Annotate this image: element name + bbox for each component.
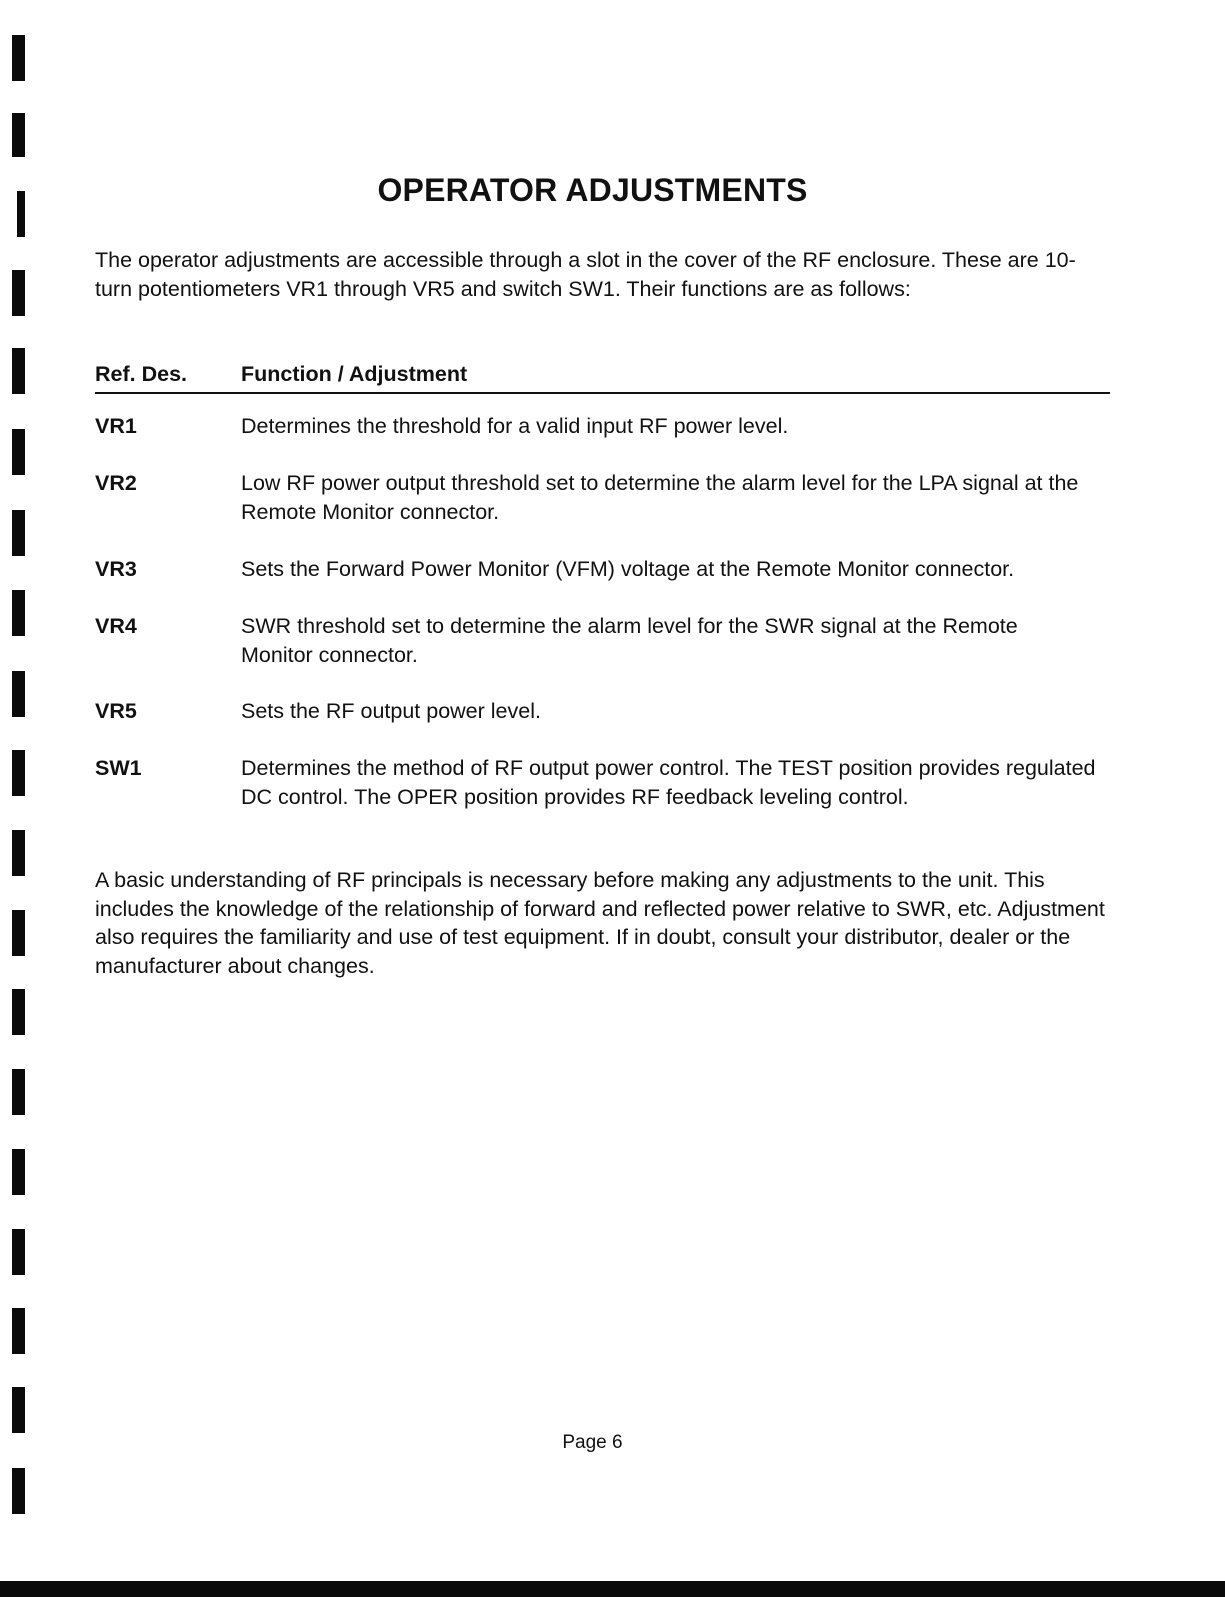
function-header: Function / Adjustment — [241, 362, 468, 386]
binding-mark — [12, 1149, 25, 1195]
function-description: Determines the method of RF output power control. The TEST position provides regulated DC control. The OPER position provides RF feedback leveling control. — [241, 756, 1096, 809]
binding-mark — [12, 1229, 25, 1275]
closing-paragraph: A basic understanding of RF principals is necessary before making any adjustments to the unit. This includes the knowledge of the relationship of forward and reflected power relative to SWR, etc. Adjustment also requires the familiarity and use of test equipment. If in doubt, consult your distributor, dealer or the manufacturer about changes. — [95, 868, 1105, 978]
binding-mark — [12, 830, 25, 876]
binding-mark — [12, 270, 25, 316]
binding-mark — [12, 1308, 25, 1354]
binding-mark — [12, 510, 25, 556]
ref-des-header: Ref. Des. — [95, 362, 188, 386]
ref-designator: VR3 — [95, 557, 137, 581]
binding-mark — [12, 348, 25, 394]
intro-paragraph: The operator adjustments are accessible through a slot in the cover of the RF enclosure. These are 10-turn potentiometers VR1 through VR5 and switch SW1. Their functions are as follows: — [95, 248, 1076, 301]
function-description: Sets the RF output power level. — [241, 699, 541, 723]
page-number: Page 6 — [562, 1432, 623, 1453]
binding-mark — [12, 750, 25, 796]
binding-mark — [12, 671, 25, 717]
ref-designator: VR5 — [95, 699, 137, 723]
function-description: Determines the threshold for a valid input RF power level. — [241, 414, 789, 438]
binding-mark — [12, 113, 25, 157]
function-description: SWR threshold set to determine the alarm level for the SWR signal at the Remote Monitor connector. — [241, 614, 1018, 667]
binding-mark — [12, 910, 25, 956]
binding-mark — [12, 429, 25, 475]
page-title: OPERATOR ADJUSTMENTS — [377, 172, 808, 208]
binding-mark — [12, 989, 25, 1035]
binding-mark — [12, 590, 25, 636]
ref-designator: VR4 — [95, 614, 137, 638]
binding-mark — [12, 35, 25, 81]
binding-mark — [12, 1069, 25, 1115]
function-description: Low RF power output threshold set to determine the alarm level for the LPA signal at the Remote Monitor connector. — [241, 471, 1079, 524]
function-description: Sets the Forward Power Monitor (VFM) voltage at the Remote Monitor connector. — [241, 557, 1015, 581]
ref-designator: VR1 — [95, 414, 137, 438]
table-header — [95, 360, 1110, 394]
ref-designator: SW1 — [95, 756, 142, 780]
ref-designator: VR2 — [95, 471, 137, 495]
scan-bottom-edge — [0, 1581, 1225, 1597]
binding-mark — [12, 1387, 25, 1433]
binding-mark — [12, 1468, 25, 1514]
